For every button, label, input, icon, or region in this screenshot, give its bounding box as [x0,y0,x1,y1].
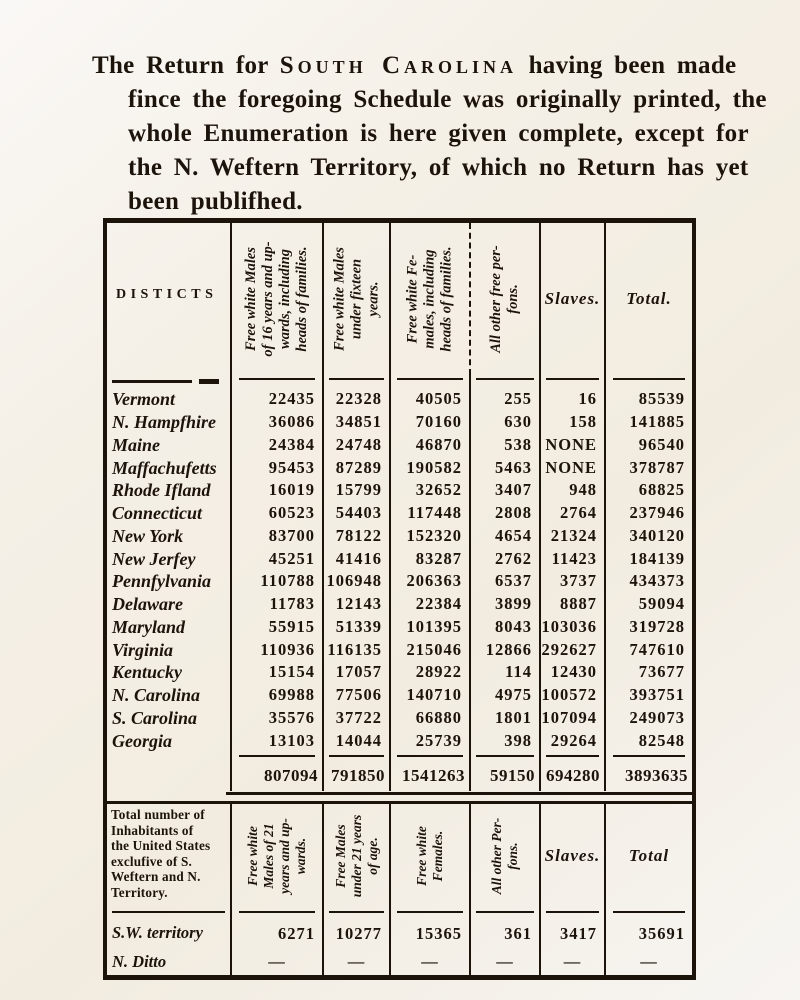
bottom-column-header-all-other-persons: All other Per- fons. [469,804,539,908]
total-value: 68825 [604,479,692,502]
column-header-free-white-males-under16: Free white Males under fixteen years. [322,223,389,375]
free-white-males-16up-value: 13103 [230,729,322,752]
free-white-males-16up-value: 110788 [230,570,322,593]
free-white-females-value: 101395 [389,616,469,639]
slaves-value: NONE [539,434,604,457]
territory-slaves-value: — [539,949,604,975]
free-white-males-16up-value: 35576 [230,707,322,730]
total-value: 237946 [604,502,692,525]
state-row [107,729,692,752]
all-other-free-persons-value: 114 [469,661,539,684]
total-value: 319728 [604,616,692,639]
header-separator-row [107,375,692,388]
free-white-males-16up-value: 83700 [230,525,322,548]
intro-text-part1: The Return for [92,52,280,79]
totals-slaves: 694280 [539,761,604,791]
bottom-column-header-total: Total [604,804,692,908]
free-white-females-value: 28922 [389,661,469,684]
free-white-females-value: 117448 [389,502,469,525]
district-name: Maffachufetts [112,457,217,478]
state-row [107,547,692,570]
all-other-free-persons-value: 538 [469,434,539,457]
double-rule [226,792,696,804]
slaves-value: 21324 [539,525,604,548]
column-header-slaves: Slaves. [539,223,604,375]
district-name: Georgia [112,730,172,751]
state-row [107,707,692,730]
district-name: Rhode Ifland [112,480,211,501]
totals-empty-cell [107,761,230,791]
free-white-females-value: 46870 [389,434,469,457]
districts-header-label: DISTICTS [116,287,218,302]
all-other-free-persons-value: 4654 [469,525,539,548]
all-other-free-persons-value: 2762 [469,547,539,570]
free-white-males-under16-value: 22328 [322,388,389,411]
free-white-males-under16-value: 51339 [322,616,389,639]
intro-smallcaps-south-carolina: South Carolina [279,52,518,79]
free-white-males-under16-value: 17057 [322,661,389,684]
total-value: 85539 [604,388,692,411]
free-white-females-value: 190582 [389,456,469,479]
state-row [107,411,692,434]
all-other-free-persons-value: 5463 [469,456,539,479]
free-white-males-16up-value: 36086 [230,411,322,434]
territory-all-other-persons-value: — [469,949,539,975]
total-value: 184139 [604,547,692,570]
district-name: Maryland [112,616,186,637]
free-white-females-value: 22384 [389,593,469,616]
territory-slaves-value: 3417 [539,918,604,949]
state-row [107,570,692,593]
state-row [107,593,692,616]
total-value: 82548 [604,729,692,752]
total-value: 96540 [604,434,692,457]
territory-males-under21-value: — [322,949,389,975]
state-row [107,638,692,661]
free-white-males-16up-value: 22435 [230,388,322,411]
state-row [107,661,692,684]
slaves-value: 292627 [539,638,604,661]
free-white-males-under16-value: 87289 [322,456,389,479]
free-white-females-value: 40505 [389,388,469,411]
bottom-column-header-free-white-males-21up: Free white Males of 21 years and up- wards. [230,804,322,908]
territory-rows [107,918,692,975]
state-row [107,684,692,707]
free-white-males-16up-value: 24384 [230,434,322,457]
free-white-males-under16-value: 34851 [322,411,389,434]
territory-all-other-persons-value: 361 [469,918,539,949]
slaves-value: NONE [539,456,604,479]
district-name: Kentucky [112,662,182,683]
territory-males-21up-value: — [230,949,322,975]
district-name: N. Hampfhire [112,412,217,433]
free-white-males-under16-value: 116135 [322,638,389,661]
free-white-males-16up-value: 11783 [230,593,322,616]
total-value: 59094 [604,593,692,616]
all-other-free-persons-value: 1801 [469,707,539,730]
free-white-males-under16-value: 78122 [322,525,389,548]
intro-text-part2: having been made fince the foregoing Schedule was originally printed, the whole Enumeration is here given complete, except for the N. Weftern Territory, of which no Return has yet been publifhed. [128,52,767,215]
state-row [107,456,692,479]
free-white-males-under16-value: 41416 [322,547,389,570]
free-white-males-under16-value: 15799 [322,479,389,502]
slaves-value: 103036 [539,616,604,639]
territory-free-white-females-value: — [389,949,469,975]
territory-total-value: — [604,949,692,975]
bottom-column-header-free-white-females: Free white Females. [389,804,469,908]
free-white-males-under16-value: 54403 [322,502,389,525]
double-rule-row [107,791,692,801]
totals-free-white-males-16up: 807094 [230,761,322,791]
us-total-label: Total number of Inhabitants of the United States exclufive of S. Weftern and N. Territory. [111,807,211,900]
all-other-free-persons-value: 630 [469,411,539,434]
free-white-males-16up-value: 55915 [230,616,322,639]
free-white-males-under16-value: 106948 [322,570,389,593]
slaves-value: 12430 [539,661,604,684]
territory-males-under21-value: 10277 [322,918,389,949]
territory-name: S.W. territory [112,923,203,943]
slaves-value: 8887 [539,593,604,616]
all-other-free-persons-value: 6537 [469,570,539,593]
territory-free-white-females-value: 15365 [389,918,469,949]
bottom-column-header-slaves: Slaves. [539,804,604,908]
state-row [107,502,692,525]
state-row [107,616,692,639]
district-name: New Jerfey [112,548,196,569]
all-other-free-persons-value: 3899 [469,593,539,616]
state-rows [107,388,692,752]
census-table [103,218,696,980]
column-header-total: Total. [604,223,692,375]
free-white-males-under16-value: 77506 [322,684,389,707]
slaves-value: 100572 [539,684,604,707]
slaves-value: 29264 [539,729,604,752]
territory-row [107,949,692,975]
state-row [107,434,692,457]
state-row [107,479,692,502]
district-name: Vermont [112,389,176,410]
territory-name: N. Ditto [112,951,167,971]
totals-separator-row [107,752,692,761]
district-name: Maine [112,434,161,455]
district-name: Pennfylvania [112,571,211,592]
free-white-males-under16-value: 37722 [322,707,389,730]
total-value: 378787 [604,456,692,479]
total-value: 434373 [604,570,692,593]
free-white-females-value: 66880 [389,707,469,730]
district-name: Virginia [112,639,174,660]
slaves-value: 16 [539,388,604,411]
territory-males-21up-value: 6271 [230,918,322,949]
district-name: New York [112,525,184,546]
free-white-males-16up-value: 45251 [230,547,322,570]
slaves-value: 2764 [539,502,604,525]
bottom-header-row [107,801,692,908]
districts-underline-arrow [112,379,230,384]
free-white-males-16up-value: 60523 [230,502,322,525]
district-name: S. Carolina [112,707,198,728]
total-value: 393751 [604,684,692,707]
all-other-free-persons-value: 3407 [469,479,539,502]
free-white-females-value: 206363 [389,570,469,593]
slaves-value: 11423 [539,547,604,570]
bottom-separator-row [107,908,692,918]
territory-row [107,918,692,949]
free-white-males-16up-value: 95453 [230,456,322,479]
free-white-females-value: 70160 [389,411,469,434]
all-other-free-persons-value: 2808 [469,502,539,525]
free-white-females-value: 83287 [389,547,469,570]
all-other-free-persons-value: 8043 [469,616,539,639]
territory-total-value: 35691 [604,918,692,949]
district-name: N. Carolina [112,685,201,706]
free-white-males-under16-value: 14044 [322,729,389,752]
free-white-males-under16-value: 12143 [322,593,389,616]
total-value: 747610 [604,638,692,661]
slaves-value: 3737 [539,570,604,593]
column-header-free-white-males-16up: Free white Males of 16 years and up- wards, including heads of families. [230,223,322,375]
districts-header-cell [107,223,230,375]
all-other-free-persons-value: 398 [469,729,539,752]
total-value: 73677 [604,661,692,684]
free-white-males-16up-value: 15154 [230,661,322,684]
free-white-females-value: 215046 [389,638,469,661]
free-white-females-value: 25739 [389,729,469,752]
totals-row [107,761,692,791]
total-value: 340120 [604,525,692,548]
slaves-value: 107094 [539,707,604,730]
totals-free-white-females: 1541263 [389,761,469,791]
column-header-all-other-free-persons: All other free per- fons. [469,223,539,375]
free-white-males-under16-value: 24748 [322,434,389,457]
state-row [107,388,692,411]
totals-grand-total: 3893635 [604,761,692,791]
free-white-females-value: 152320 [389,525,469,548]
all-other-free-persons-value: 12866 [469,638,539,661]
state-row [107,525,692,548]
intro-paragraph [92,49,773,219]
column-header-free-white-females: Free white Fe- males, including heads of families. [389,223,469,375]
free-white-males-16up-value: 110936 [230,638,322,661]
slaves-value: 948 [539,479,604,502]
district-name: Delaware [112,594,183,615]
free-white-males-16up-value: 16019 [230,479,322,502]
all-other-free-persons-value: 255 [469,388,539,411]
total-value: 249073 [604,707,692,730]
free-white-males-16up-value: 69988 [230,684,322,707]
free-white-females-value: 140710 [389,684,469,707]
all-other-free-persons-value: 4975 [469,684,539,707]
slaves-value: 158 [539,411,604,434]
totals-all-other-free-persons: 59150 [469,761,539,791]
totals-free-white-males-under16: 791850 [322,761,389,791]
bottom-column-header-free-males-under21: Free Males under 21 years of age. [322,804,389,908]
district-name: Connecticut [112,503,203,524]
main-header-row [107,223,692,375]
total-value: 141885 [604,411,692,434]
free-white-females-value: 32652 [389,479,469,502]
